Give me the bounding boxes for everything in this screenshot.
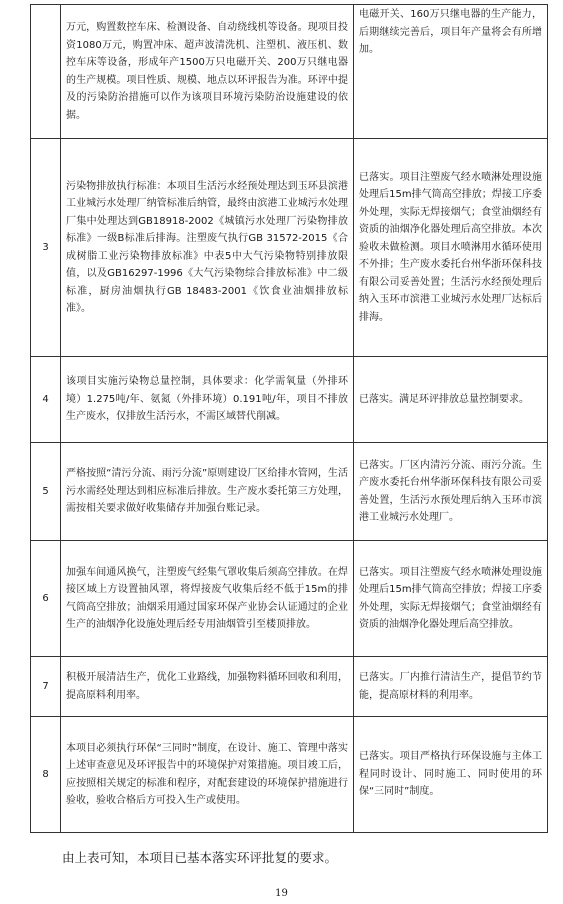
table-row <box>31 357 548 443</box>
requirement-cell: 万元，购置数控车床、检测设备、自动绕线机等设备。现项目投资1080万元，购置冲床、超声波清洗机、注塑机、液压机、数控车床等设备，形成年产1500万只电磁开关、200万只继电器的生产规模。项目性质、规模、地点以环评报告为准。环评中提及的污染防治措施可以作为该项目环境污染防治设施建设的依据。 <box>61 5 354 139</box>
implementation-cell: 已落实。项目注塑废气经水喷淋处理设施处理后15m排气筒高空排放；焊接工序委外处理，实际无焊接烟气；食堂油烟经有资质的油烟净化器处理后高空排放。 <box>354 541 548 657</box>
page-number: 19 <box>275 888 288 899</box>
implementation-cell: 已落实。满足环评排放总量控制要求。 <box>354 357 548 443</box>
row-number: 6 <box>31 541 61 657</box>
implementation-cell: 已落实。项目严格执行环保设施与主体工程同时设计、同时施工、同时使用的环保“三同时”制度。 <box>354 717 548 833</box>
row-number <box>31 5 61 139</box>
requirement-cell: 该项目实施污染物总量控制，具体要求：化学需氧量（外排环境）1.275吨/年、氨氮（外排环境）0.191吨/年，项目不排放生产废水，仅排放生活污水，不需区域替代削减。 <box>61 357 354 443</box>
requirement-cell: 加强车间通风换气，注塑废气经集气罩收集后须高空排放。在焊接区域上方设置抽风罩，将焊接废气收集后经不低于15m的排气筒高空排放；油烟采用通过国家环保产业协会认证通过的企业生产的油烟净化设施处理后经专用油烟管引至楼顶排放。 <box>61 541 354 657</box>
implementation-cell: 电磁开关、160万只继电器的生产能力，后期继续完善后，项目年产量将会有所增加。 <box>354 5 548 139</box>
table-row <box>31 657 548 717</box>
requirement-cell: 积极开展清洁生产，优化工业路线，加强物料循环回收和利用，提高原料利用率。 <box>61 657 354 717</box>
row-number: 8 <box>31 717 61 833</box>
row-number: 5 <box>31 443 61 541</box>
table-row <box>31 139 548 357</box>
requirement-cell: 本项目必须执行环保“三同时”制度，在设计、施工、管理中落实上述审查意见及环评报告中的环境保护对策措施。项目竣工后，应按照相关规定的标准和程序，对配套建设的环境保护措施进行验收，验收合格后方可投入生产或使用。 <box>61 717 354 833</box>
table-row <box>31 5 548 139</box>
requirement-cell: 污染物排放执行标准：本项目生活污水经预处理达到玉环县滨港工业城污水处理厂纳管标准后纳管，最终由滨港工业城污水处理厂集中处理达到GB18918-2002《城镇污水处理厂污染物排放标准》一级B标准后排海。注塑废气执行GB 31572-2015《合成树脂工业污染物排放标准》中表5中大气污染物特别排放限值，以及GB16297-1996《大气污染物综合排放标准》中二级标准，厨房油烟执行GB 18483-2001《饮食业油烟排放标准》。 <box>61 139 354 357</box>
summary-text: 由上表可知，本项目已基本落实环评批复的要求。 <box>62 850 338 865</box>
table-row <box>31 541 548 657</box>
implementation-cell: 已落实。项目注塑废气经水喷淋处理设施处理后15m排气筒高空排放；焊接工序委外处理，实际无焊接烟气；食堂油烟经有资质的油烟净化器处理后高空排放。本次验收未做检测。项目水喷淋用水循环使用不外排；生产废水委托台州华浙环保科技有限公司妥善处置；生活污水经预处理后纳入玉环市滨港工业城污水处理厂达标后排海。 <box>354 139 548 357</box>
row-number: 4 <box>31 357 61 443</box>
table-row <box>31 443 548 541</box>
implementation-cell: 已落实。厂内推行清洁生产，提倡节约节能，提高原材料的利用率。 <box>354 657 548 717</box>
requirement-cell: 严格按照“清污分流、雨污分流”原则建设厂区给排水管网，生活污水需经处理达到相应标准后排放。生产废水委托第三方处理，需按相关要求做好收集储存并加强台账记录。 <box>61 443 354 541</box>
approval-table <box>30 4 548 833</box>
table-row <box>31 717 548 833</box>
row-number: 3 <box>31 139 61 357</box>
implementation-cell: 已落实。厂区内清污分流、雨污分流。生产废水委托台州华浙环保科技有限公司妥善处置，生活污水预处理后纳入玉环市滨港工业城污水处理厂。 <box>354 443 548 541</box>
row-number: 7 <box>31 657 61 717</box>
